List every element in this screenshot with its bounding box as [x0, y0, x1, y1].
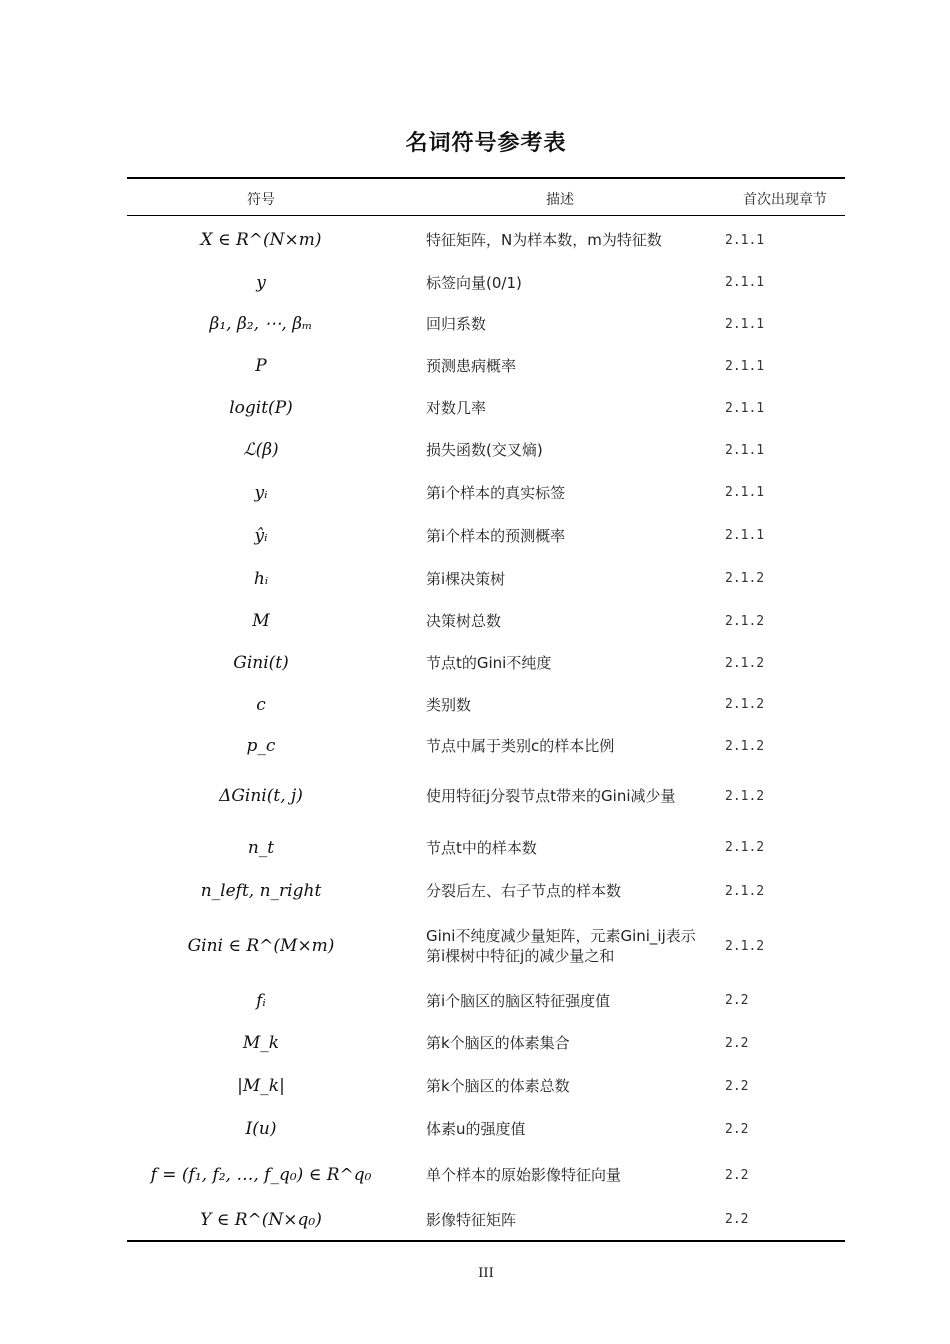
section-cell: 2.1.2: [725, 613, 765, 629]
table-bottom-rule: [127, 1240, 845, 1242]
description-cell: 单个样本的原始影像特征向量: [426, 1166, 622, 1184]
description-cell: 影像特征矩阵: [426, 1210, 517, 1229]
table-row: [127, 1107, 845, 1151]
section-cell: 2.1.1: [725, 485, 765, 500]
section-cell: 2.1.2: [725, 840, 765, 855]
table-row: [127, 684, 845, 725]
description-cell: 损失函数(交叉熵): [426, 441, 543, 459]
description-cell: 第i个样本的真实标签: [426, 483, 566, 502]
description-cell: 节点t的Gini不纯度: [426, 654, 552, 672]
table-row: [127, 825, 845, 870]
section-cell: 2.1.2: [725, 938, 765, 954]
symbol-cell: n_t: [247, 837, 275, 858]
table-row: [127, 303, 845, 345]
symbol-cell: |M_k|: [237, 1076, 285, 1096]
symbol-cell: yᵢ: [254, 482, 268, 503]
table-row: [127, 557, 845, 600]
description-cell: 第k个脑区的体素集合: [426, 1034, 570, 1052]
section-cell: 2.1.2: [725, 738, 765, 754]
symbol-cell: M: [252, 611, 270, 631]
page-title: 名词符号参考表: [405, 131, 567, 156]
table-row: [127, 345, 845, 387]
table-top-rule: [127, 177, 845, 179]
section-cell: 2.2: [725, 1035, 749, 1051]
table-row: [127, 642, 845, 684]
section-cell: 2.1.2: [725, 571, 765, 586]
symbol-cell: f = (f₁, f₂, …, f_q₀) ∈ R^q₀: [150, 1165, 372, 1185]
table-row: [127, 514, 845, 557]
section-cell: 2.1.2: [725, 655, 765, 671]
description-cell: 体素u的强度值: [426, 1120, 526, 1138]
table-row: [127, 1151, 845, 1199]
section-cell: 2.1.1: [725, 528, 765, 543]
section-cell: 2.1.1: [725, 358, 765, 374]
description-cell: 标签向量(0/1): [426, 273, 522, 292]
header-symbol: 符号: [247, 192, 275, 208]
table-row: [127, 980, 845, 1021]
table-row: [127, 218, 845, 262]
symbol-cell: p_c: [246, 736, 276, 756]
symbol-cell: hᵢ: [253, 568, 269, 589]
description-cell: 第i个脑区的脑区特征强度值: [426, 991, 611, 1010]
symbol-cell: P: [255, 356, 267, 376]
symbol-cell: Y ∈ R^(N×q₀): [200, 1209, 322, 1230]
table-row: [127, 1065, 845, 1107]
symbol-cell: fᵢ: [256, 990, 266, 1011]
table-row: [127, 471, 845, 514]
symbol-cell: X ∈ R^(N×m): [200, 230, 322, 250]
section-cell: 2.1.2: [725, 883, 765, 899]
table-row: [127, 262, 845, 303]
description-cell: 类别数: [426, 695, 472, 714]
description-cell: Gini不纯度减少量矩阵，元素Gini_ij表示第i棵树中特征j的减少量之和: [426, 927, 696, 965]
symbol-cell: ℒ(β): [243, 440, 279, 460]
description-cell: 预测患病概率: [426, 357, 517, 375]
description-cell: 节点中属于类别c的样本比例: [426, 737, 615, 755]
section-cell: 2.2: [725, 1212, 749, 1227]
table-row: [127, 600, 845, 642]
table-row: [127, 429, 845, 471]
section-cell: 2.1.1: [725, 232, 765, 248]
description-cell: 使用特征j分裂节点t带来的Gini减少量: [426, 787, 676, 805]
section-cell: 2.2: [725, 1078, 749, 1094]
description-cell: 对数几率: [426, 399, 487, 417]
symbol-cell: ŷᵢ: [254, 525, 268, 546]
section-cell: 2.2: [725, 1167, 749, 1183]
description-cell: 节点t中的样本数: [426, 838, 537, 857]
description-cell: 第k个脑区的体素总数: [426, 1077, 570, 1095]
symbol-cell: Gini ∈ R^(M×m): [187, 936, 335, 956]
header-section: 首次出现章节: [743, 192, 827, 208]
section-cell: 2.1.1: [725, 316, 765, 332]
section-cell: 2.1.1: [725, 400, 765, 416]
symbol-cell: β₁, β₂, ⋯, βₘ: [209, 314, 313, 334]
table-row: [127, 1199, 845, 1240]
section-cell: 2.1.2: [725, 697, 765, 712]
page-number: III: [478, 1266, 494, 1281]
description-cell: 决策树总数: [426, 612, 502, 630]
description-cell: 回归系数: [426, 315, 487, 333]
symbol-cell: c: [256, 694, 266, 715]
symbol-cell: I(u): [245, 1119, 277, 1139]
symbol-cell: logit(P): [229, 398, 293, 418]
description-cell: 特征矩阵，N为样本数，m为特征数: [426, 231, 662, 249]
symbol-cell: y: [256, 272, 266, 293]
table-row: [127, 912, 845, 980]
table-row: [127, 767, 845, 825]
description-cell: 第i棵决策树: [426, 569, 506, 588]
symbol-cell: Gini(t): [233, 653, 289, 673]
section-cell: 2.1.1: [725, 442, 765, 458]
table-row: [127, 870, 845, 912]
table-row: [127, 725, 845, 767]
table-row: [127, 1021, 845, 1065]
description-cell: 第i个样本的预测概率: [426, 526, 566, 545]
symbol-cell: ΔGini(t, j): [219, 786, 303, 806]
section-cell: 2.2: [725, 1121, 749, 1137]
table-header-rule: [127, 215, 845, 216]
header-description: 描述: [546, 192, 574, 208]
symbol-cell: M_k: [242, 1033, 280, 1053]
section-cell: 2.1.2: [725, 788, 765, 804]
table-row: [127, 387, 845, 429]
section-cell: 2.1.1: [725, 275, 765, 290]
description-cell: 分裂后左、右子节点的样本数: [426, 882, 622, 900]
symbol-cell: n_left, n_right: [200, 881, 322, 901]
section-cell: 2.2: [725, 993, 749, 1008]
